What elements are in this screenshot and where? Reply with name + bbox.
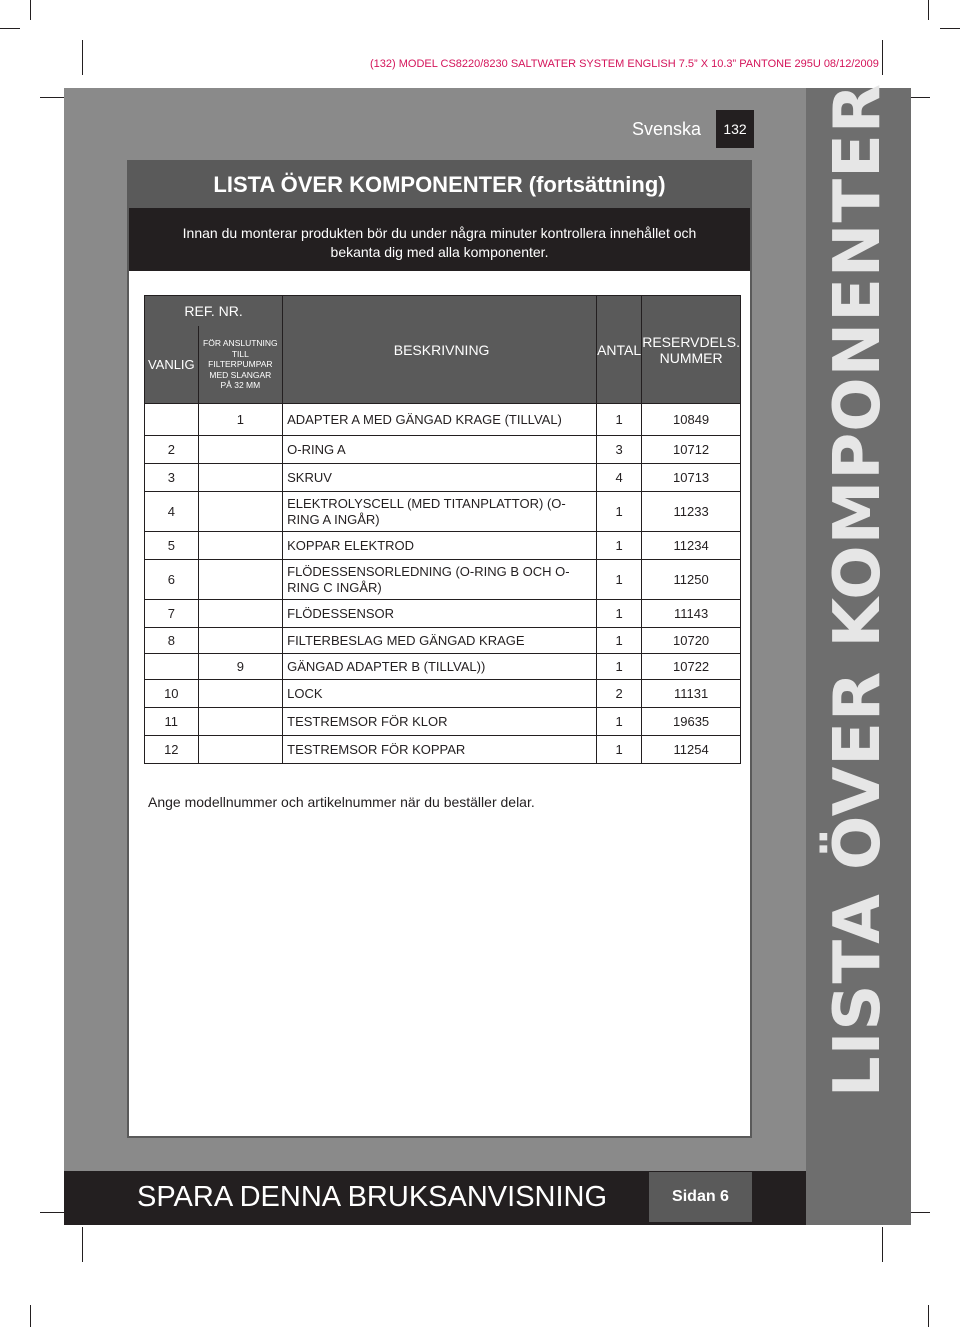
ref-vanlig-cell: 2	[145, 436, 199, 464]
description-cell: FLÖDESSENSOR	[283, 600, 597, 628]
quantity-cell: 1	[597, 600, 642, 628]
quantity-cell: 4	[597, 464, 642, 492]
part-number-header: RESERVDELS. NUMMER	[642, 296, 741, 404]
table-row	[145, 492, 741, 532]
crop-mark	[940, 28, 960, 29]
part-number-cell: 11143	[642, 600, 741, 628]
ref-connection-cell	[198, 560, 283, 600]
ref-connection-cell	[198, 708, 283, 736]
ref-vanlig-cell: 6	[145, 560, 199, 600]
part-number-cell: 19635	[642, 708, 741, 736]
side-title: LISTA ÖVER KOMPONENTER	[821, 82, 895, 1098]
ref-vanlig-cell: 5	[145, 532, 199, 560]
table-row	[145, 436, 741, 464]
part-number-cell: 10712	[642, 436, 741, 464]
part-number-cell: 11234	[642, 532, 741, 560]
description-cell: SKRUV	[283, 464, 597, 492]
connection-header: FÖR ANSLUTNING TILL FILTERPUMPAR MED SLANGAR PÅ 32 MM	[198, 326, 283, 404]
description-cell: TESTREMSOR FÖR KOPPAR	[283, 736, 597, 764]
ref-vanlig-cell: 8	[145, 628, 199, 654]
crop-mark	[882, 40, 883, 75]
quantity-cell: 1	[597, 560, 642, 600]
page-title: LISTA ÖVER KOMPONENTER (fortsättning)	[129, 162, 750, 208]
ref-connection-cell	[198, 532, 283, 560]
part-number-cell: 10720	[642, 628, 741, 654]
ref-connection-cell	[198, 436, 283, 464]
quantity-cell: 3	[597, 436, 642, 464]
quantity-cell: 1	[597, 404, 642, 436]
part-number-cell: 11254	[642, 736, 741, 764]
ref-vanlig-cell: 10	[145, 680, 199, 708]
intro-text: Innan du monterar produkten bör du under några minuter kontrollera innehållet och bekanta dig med alla komponenter.	[129, 208, 750, 271]
page-number-badge: 132	[716, 110, 754, 148]
table-row	[145, 708, 741, 736]
quantity-cell: 1	[597, 492, 642, 532]
ref-connection-cell	[198, 464, 283, 492]
quantity-header: ANTAL	[597, 296, 642, 404]
table-row	[145, 404, 741, 436]
ref-vanlig-cell	[145, 404, 199, 436]
ref-vanlig-cell: 11	[145, 708, 199, 736]
table-row	[145, 532, 741, 560]
print-info-line: (132) MODEL CS8220/8230 SALTWATER SYSTEM ENGLISH 7.5” X 10.3” PANTONE 295U 08/12/2009	[370, 58, 879, 70]
ref-connection-cell	[198, 492, 283, 532]
ref-connection-cell	[198, 680, 283, 708]
quantity-cell: 1	[597, 708, 642, 736]
crop-mark	[82, 1227, 83, 1262]
table-row	[145, 560, 741, 600]
crop-mark	[882, 1227, 883, 1262]
ref-vanlig-cell: 7	[145, 600, 199, 628]
quantity-cell: 1	[597, 532, 642, 560]
table-header-row	[145, 296, 741, 326]
part-number-cell: 10722	[642, 654, 741, 680]
ref-vanlig-cell: 4	[145, 492, 199, 532]
ref-connection-cell	[198, 600, 283, 628]
crop-mark	[0, 28, 20, 29]
quantity-cell: 1	[597, 654, 642, 680]
table-row	[145, 736, 741, 764]
table-row	[145, 464, 741, 492]
description-cell: FILTERBESLAG MED GÄNGAD KRAGE	[283, 628, 597, 654]
table-row	[145, 600, 741, 628]
part-number-cell: 11250	[642, 560, 741, 600]
description-cell: FLÖDESSENSORLEDNING (O-RING B OCH O-RING C INGÅR)	[283, 560, 597, 600]
table-row	[145, 628, 741, 654]
part-number-cell: 11233	[642, 492, 741, 532]
footer-text: SPARA DENNA BRUKSANVISNING	[137, 1181, 608, 1213]
order-note: Ange modellnummer och artikelnummer när du beställer delar.	[148, 794, 535, 810]
ref-nr-header: REF. NR.	[145, 296, 283, 326]
parts-table	[144, 295, 741, 764]
crop-mark	[82, 40, 83, 75]
part-number-cell: 10849	[642, 404, 741, 436]
ref-connection-cell	[198, 628, 283, 654]
description-cell: GÄNGAD ADAPTER B (TILLVAL))	[283, 654, 597, 680]
description-header: BESKRIVNING	[283, 296, 597, 404]
ref-vanlig-cell: 3	[145, 464, 199, 492]
crop-mark	[30, 1305, 31, 1327]
description-cell: LOCK	[283, 680, 597, 708]
crop-mark	[928, 1305, 929, 1327]
footer-page-label: Sidan 6	[649, 1172, 752, 1222]
language-label: Svenska	[632, 119, 702, 139]
vanlig-header: VANLIG	[145, 326, 199, 404]
quantity-cell: 1	[597, 628, 642, 654]
crop-mark	[30, 0, 31, 20]
table-row	[145, 680, 741, 708]
part-number-cell: 10713	[642, 464, 741, 492]
ref-connection-cell: 9	[198, 654, 283, 680]
ref-vanlig-cell: 12	[145, 736, 199, 764]
crop-mark	[928, 0, 929, 20]
description-cell: ELEKTROLYSCELL (MED TITANPLATTOR) (O-RING A INGÅR)	[283, 492, 597, 532]
description-cell: O-RING A	[283, 436, 597, 464]
description-cell: KOPPAR ELEKTROD	[283, 532, 597, 560]
table-row	[145, 654, 741, 680]
quantity-cell: 2	[597, 680, 642, 708]
description-cell: ADAPTER A MED GÄNGAD KRAGE (TILLVAL)	[283, 404, 597, 436]
ref-vanlig-cell	[145, 654, 199, 680]
part-number-cell: 11131	[642, 680, 741, 708]
ref-connection-cell	[198, 736, 283, 764]
quantity-cell: 1	[597, 736, 642, 764]
ref-connection-cell: 1	[198, 404, 283, 436]
description-cell: TESTREMSOR FÖR KLOR	[283, 708, 597, 736]
